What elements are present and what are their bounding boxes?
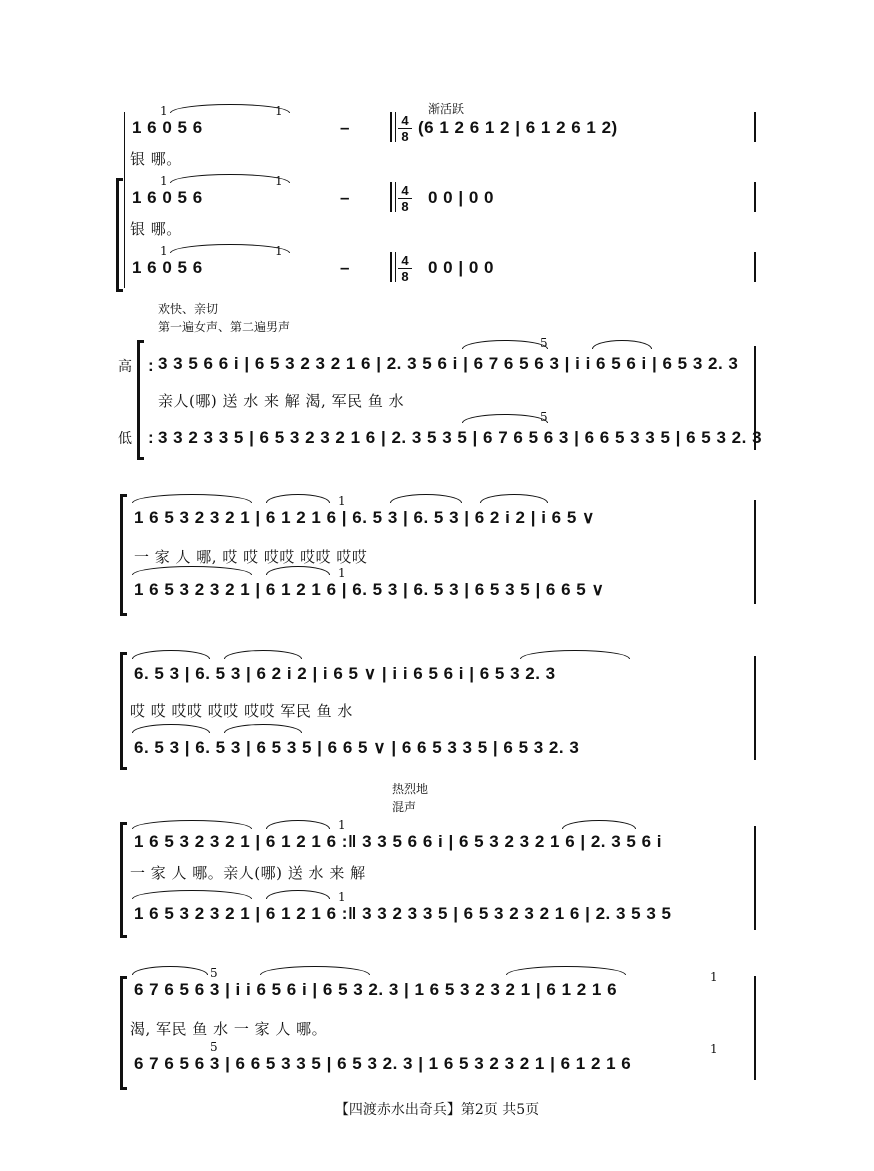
low-voice-notes: 6. 5 3 | 6. 5 3 | 6 5 3 5 | 6 6 5 ∨ | 6 6 5 3 3 5 | 6 5 3 2. 3 xyxy=(134,738,580,757)
repeat-start: : xyxy=(148,356,155,375)
lyrics-line: 渴, 军民 鱼 水 一 家 人 哪。 xyxy=(130,1020,328,1038)
barline xyxy=(390,252,392,282)
slur xyxy=(170,244,290,253)
time-signature: 4 8 xyxy=(398,114,412,143)
end-barline xyxy=(754,826,756,930)
page-footer: 【四渡赤水出奇兵】第2页 共5页 xyxy=(334,1102,540,1118)
slur xyxy=(132,966,208,975)
grace-note: 1 xyxy=(160,244,168,258)
end-barline xyxy=(754,656,756,760)
staff-2-notes-b: 0 0 | 0 0 xyxy=(428,188,494,207)
slur xyxy=(462,414,548,423)
slur xyxy=(170,104,290,113)
staff-2-notes-a: 1 6 0 5 6 xyxy=(132,188,203,207)
grace-note: 5 xyxy=(210,1040,218,1054)
slur xyxy=(480,494,548,503)
low-voice-notes: 1 6 5 3 2 3 2 1 | 6 1 2 1 6 :‖ 3 3 2 3 3 5 | 6 5 3 2 3 2 1 6 | 2. 3 5 3 5 xyxy=(134,904,672,923)
system-6-bracket xyxy=(120,976,127,1090)
slur xyxy=(132,890,252,899)
voice-label-low: 低 xyxy=(118,431,132,447)
time-signature: 4 8 xyxy=(398,184,412,213)
slur xyxy=(132,566,252,575)
repeat-start: : xyxy=(148,428,155,447)
system-1-bracket xyxy=(116,178,123,292)
high-voice-notes: 1 6 5 3 2 3 2 1 | 6 1 2 1 6 | 6. 5 3 | 6. 5 3 | 6 2 i 2 | i 6 5 ∨ xyxy=(134,508,595,527)
sustain-dash: – xyxy=(340,188,350,207)
staff-1-notes-b: (6 1 2 6 1 2 | 6 1 2 6 1 2) xyxy=(418,118,618,137)
tempo-mark: 渐活跃 xyxy=(428,102,465,116)
slur xyxy=(132,494,252,503)
low-voice-notes: 3 3 2 3 3 5 | 6 5 3 2 3 2 1 6 | 2. 3 5 3 5 | 6 7 6 5 6 3 | 6 6 5 3 3 5 | 6 5 3 2. 3 xyxy=(158,428,763,447)
expression-mark: 热烈地 xyxy=(392,782,429,796)
slur xyxy=(390,494,462,503)
barline xyxy=(395,252,396,282)
start-barline xyxy=(124,112,125,288)
slur xyxy=(224,724,302,733)
expression-mark: 欢快、亲切 xyxy=(158,302,219,316)
slur xyxy=(266,566,330,575)
staff-3-notes-b: 0 0 | 0 0 xyxy=(428,258,494,277)
slur xyxy=(132,820,252,829)
grace-note: 1 xyxy=(338,494,346,508)
end-barline xyxy=(754,976,756,1080)
high-voice-notes: 3 3 5 6 6 i | 6 5 3 2 3 2 1 6 | 2. 3 5 6 i | 6 7 6 5 6 3 | i i 6 5 6 i | 6 5 3 2. 3 xyxy=(158,354,739,373)
end-barline xyxy=(754,346,756,450)
slur xyxy=(260,966,370,975)
grace-note: 1 xyxy=(338,890,346,904)
slur xyxy=(132,650,210,659)
lyrics-line: 一 家 人 哪。亲人(哪) 送 水 来 解 xyxy=(130,864,366,882)
grace-note: 5 xyxy=(210,966,218,980)
high-voice-notes: 6 7 6 5 6 3 | i i 6 5 6 i | 6 5 3 2. 3 | 1 6 5 3 2 3 2 1 | 6 1 2 1 6 xyxy=(134,980,618,999)
voice-label-high: 高 xyxy=(118,359,132,375)
slur xyxy=(132,724,210,733)
grace-note: 1 xyxy=(275,244,283,258)
grace-note: 1 xyxy=(710,1042,718,1056)
grace-note: 1 xyxy=(338,818,346,832)
system-5-bracket xyxy=(120,822,127,938)
grace-note: 5 xyxy=(540,410,548,424)
barline xyxy=(754,252,756,282)
grace-note: 5 xyxy=(540,336,548,350)
sustain-dash: – xyxy=(340,118,350,137)
staff-1-notes-a: 1 6 0 5 6 xyxy=(132,118,203,137)
lyrics-line: 银 哪。 xyxy=(130,150,182,168)
grace-note: 1 xyxy=(710,970,718,984)
grace-note: 1 xyxy=(275,104,283,118)
slur xyxy=(520,650,630,659)
low-voice-notes: 1 6 5 3 2 3 2 1 | 6 1 2 1 6 | 6. 5 3 | 6. 5 3 | 6 5 3 5 | 6 6 5 ∨ xyxy=(134,580,605,599)
slur xyxy=(462,340,548,349)
staff-3-notes-a: 1 6 0 5 6 xyxy=(132,258,203,277)
system-3-bracket xyxy=(120,494,127,616)
sustain-dash: – xyxy=(340,258,350,277)
slur xyxy=(170,174,290,183)
grace-note: 1 xyxy=(338,566,346,580)
grace-note: 1 xyxy=(160,104,168,118)
barline xyxy=(395,112,396,142)
slur xyxy=(592,340,652,349)
barline xyxy=(754,182,756,212)
performance-note: 第一遍女声、第二遍男声 xyxy=(158,320,291,334)
slur xyxy=(506,966,626,975)
lyrics-line: 哎 哎 哎哎 哎哎 哎哎 军民 鱼 水 xyxy=(130,702,353,720)
end-barline xyxy=(754,500,756,604)
system-4-bracket xyxy=(120,652,127,770)
grace-note: 1 xyxy=(275,174,283,188)
system-2-bracket xyxy=(137,340,144,460)
slur xyxy=(562,820,636,829)
barline xyxy=(390,182,392,212)
grace-note: 1 xyxy=(160,174,168,188)
barline xyxy=(754,112,756,142)
lyrics-line: 银 哪。 xyxy=(130,220,182,238)
time-signature: 4 8 xyxy=(398,254,412,283)
slur xyxy=(266,494,330,503)
high-voice-notes: 1 6 5 3 2 3 2 1 | 6 1 2 1 6 :‖ 3 3 5 6 6 i | 6 5 3 2 3 2 1 6 | 2. 3 5 6 i xyxy=(134,832,663,851)
slur xyxy=(266,820,330,829)
high-voice-notes: 6. 5 3 | 6. 5 3 | 6 2 i 2 | i 6 5 ∨ | i i 6 5 6 i | 6 5 3 2. 3 xyxy=(134,664,556,683)
lyrics-line: 一 家 人 哪, 哎 哎 哎哎 哎哎 哎哎 xyxy=(134,548,368,566)
lyrics-line: 亲人(哪) 送 水 来 解 渴, 军民 鱼 水 xyxy=(158,392,405,410)
slur xyxy=(266,890,330,899)
low-voice-notes: 6 7 6 5 6 3 | 6 6 5 3 3 5 | 6 5 3 2. 3 | 1 6 5 3 2 3 2 1 | 6 1 2 1 6 xyxy=(134,1054,632,1073)
barline xyxy=(395,182,396,212)
barline xyxy=(390,112,392,142)
performance-note: 混声 xyxy=(392,800,417,814)
slur xyxy=(224,650,302,659)
